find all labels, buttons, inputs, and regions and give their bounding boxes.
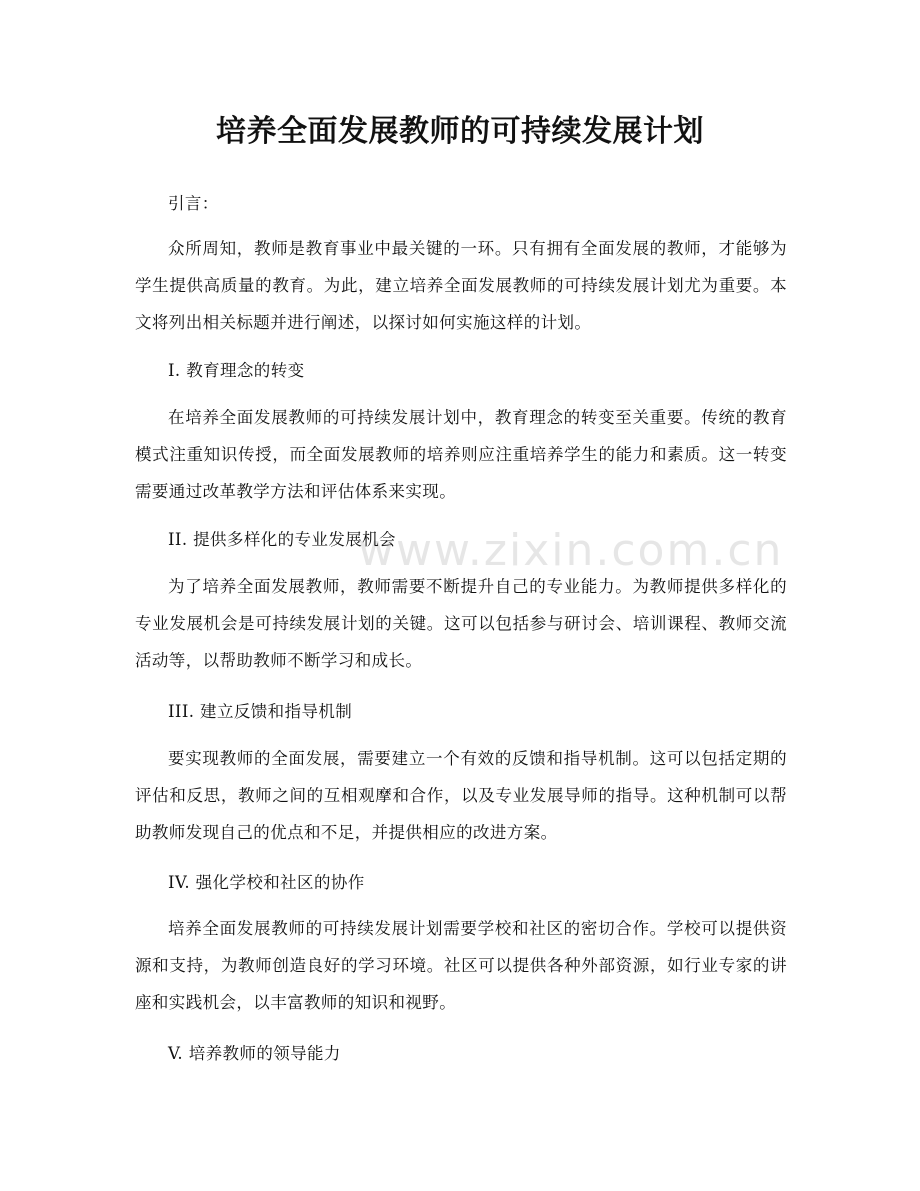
section-paragraph-3: 要实现教师的全面发展，需要建立一个有效的反馈和指导机制。这可以包括定期的评估和反思，教师之间的互相观摩和合作，以及专业发展导师的指导。这种机制可以帮助教师发现自己的优点和不足，并提供相应的改进方案。 [135,749,787,842]
section-paragraph-1: 在培养全面发展教师的可持续发展计划中，教育理念的转变至关重要。传统的教育模式注重知识传授，而全面发展教师的培养则应注重培养学生的能力和素质。这一转变需要通过改革教学方法和评估体系来实现。 [135,408,787,501]
section-heading-4: IV. 强化学校和社区的协作 [168,873,365,892]
section-heading-2: II. 提供多样化的专业发展机会 [168,530,396,549]
section-heading-5: V. 培养教师的领导能力 [168,1044,341,1063]
intro-paragraph: 众所周知，教师是教育事业中最关键的一环。只有拥有全面发展的教师，才能够为学生提供高质量的教育。为此，建立培养全面发展教师的可持续发展计划尤为重要。本文将列出相关标题并进行阐述，以探讨如何实施这样的计划。 [135,239,787,332]
section-heading-3: III. 建立反馈和指导机制 [168,702,353,721]
section-heading-1: I. 教育理念的转变 [168,361,305,380]
watermark: www.zixin.com.cn [358,525,784,576]
section-paragraph-2: 为了培养全面发展教师，教师需要不断提升自己的专业能力。为教师提供多样化的专业发展机会是可持续发展计划的关键。这可以包括参与研讨会、培训课程、教师交流活动等，以帮助教师不断学习和成长。 [135,577,787,670]
intro-label: 引言： [168,194,219,213]
section-paragraph-4: 培养全面发展教师的可持续发展计划需要学校和社区的密切合作。学校可以提供资源和支持，为教师创造良好的学习环境。社区可以提供各种外部资源，如行业专家的讲座和实践机会，以丰富教师的知识和视野。 [135,919,787,1012]
document-title: 培养全面发展教师的可持续发展计划 [216,114,704,149]
